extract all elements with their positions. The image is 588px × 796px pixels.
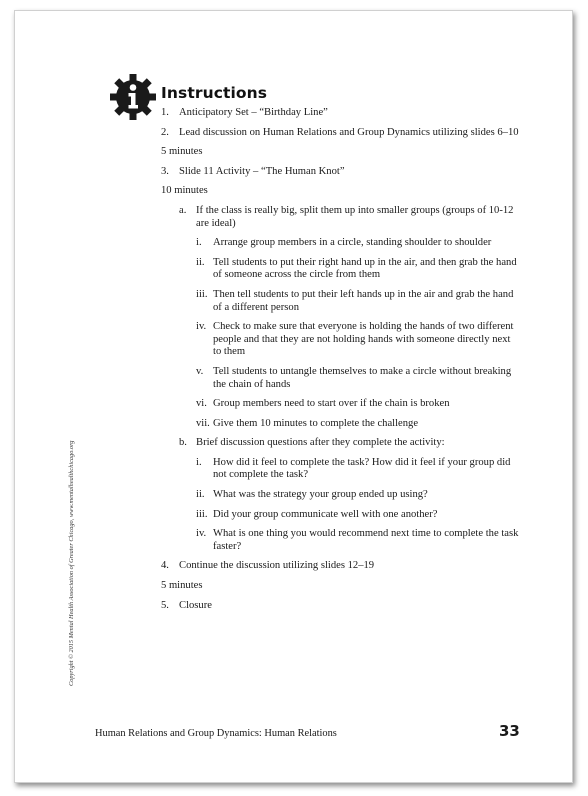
roman-number: i.: [196, 237, 202, 249]
item-text: Lead discussion on Human Relations and Group Dynamics utilizing slides 6–10: [179, 126, 519, 138]
roman-item: [196, 237, 521, 250]
footer-title: Human Relations and Group Dynamics: Human Relations: [95, 728, 337, 739]
page-title: Instructions: [161, 84, 268, 102]
roman-item: [196, 398, 521, 411]
roman-text: Tell students to put their right hand up in the air, and then grab the hand of someone across the circle from them: [213, 256, 517, 281]
list-item: [161, 107, 521, 120]
roman-text: Did your group communicate well with one another?: [213, 508, 438, 520]
roman-text: What is one thing you would recommend next time to complete the task faster?: [213, 528, 519, 552]
roman-item: [196, 489, 521, 502]
roman-item: [196, 509, 521, 522]
item-text: Anticipatory Set – “Birthday Line”: [179, 107, 328, 118]
roman-list: [196, 457, 521, 554]
item-number: 3.: [161, 165, 169, 177]
roman-text: Group members need to start over if the chain is broken: [213, 398, 450, 410]
item-text: Closure: [179, 599, 212, 611]
roman-number: iii.: [196, 288, 208, 300]
roman-item: [196, 257, 521, 282]
list-item: [161, 127, 521, 140]
roman-text: Then tell students to put their left hands up in the air and grab the hand of a different person: [213, 288, 514, 313]
duration-note: 5 minutes: [161, 146, 203, 158]
roman-number: i.: [196, 456, 202, 468]
roman-text: What was the strategy your group ended up using?: [213, 489, 428, 501]
instructions-content: [161, 107, 521, 619]
item-text: Continue the discussion utilizing slides 12–19: [179, 560, 375, 572]
roman-number: iii.: [196, 508, 208, 520]
list-item: [161, 600, 521, 613]
roman-item: [196, 366, 521, 391]
sub-item-letter: b.: [179, 437, 187, 449]
sub-item-text: If the class is really big, split them up into smaller groups (groups of 10-12 are ideal): [196, 204, 514, 229]
roman-item: [196, 289, 521, 314]
sub-item: [179, 437, 521, 450]
sub-item-text: Brief discussion questions after they complete the activity:: [196, 437, 445, 449]
roman-item: [196, 457, 521, 482]
roman-text: Check to make sure that everyone is holding the hands of two different people and that they are not holding hands with someone directly next to them: [213, 321, 514, 358]
roman-number: ii.: [196, 489, 205, 501]
roman-number: ii.: [196, 256, 205, 268]
roman-number: v.: [196, 365, 204, 377]
duration-note: 5 minutes: [161, 580, 203, 592]
sub-item-letter: a.: [179, 204, 187, 216]
sub-list: [179, 205, 521, 553]
roman-number: vi.: [196, 398, 207, 410]
item-number: 2.: [161, 126, 169, 138]
sub-item: [179, 205, 521, 230]
roman-text: How did it feel to complete the task? How did it feel if your group did not complete the task?: [213, 456, 511, 481]
list-item: [161, 560, 521, 573]
item-number: 5.: [161, 599, 169, 611]
roman-item: [196, 418, 521, 431]
roman-item: [196, 528, 521, 553]
roman-list: [196, 237, 521, 430]
duration-note: 10 minutes: [161, 185, 208, 197]
roman-number: iv.: [196, 321, 207, 333]
list-item: [161, 166, 521, 179]
copyright-notice: Copyright © 2015 Mental Health Association of Greater Chicago, www.mentalhealthchicago.org: [68, 440, 75, 686]
page-number: 33: [499, 722, 520, 740]
roman-text: Tell students to untangle themselves to make a circle without breaking the chain of hands: [213, 365, 512, 390]
item-text: Slide 11 Activity – “The Human Knot”: [179, 165, 345, 177]
item-number: 4.: [161, 560, 169, 572]
roman-number: vii.: [196, 417, 210, 429]
roman-text: Give them 10 minutes to complete the challenge: [213, 417, 419, 429]
roman-text: Arrange group members in a circle, standing shoulder to shoulder: [213, 237, 492, 249]
roman-number: iv.: [196, 528, 207, 540]
roman-item: [196, 321, 521, 359]
item-number: 1.: [161, 107, 169, 118]
info-gear-icon: [109, 73, 157, 121]
